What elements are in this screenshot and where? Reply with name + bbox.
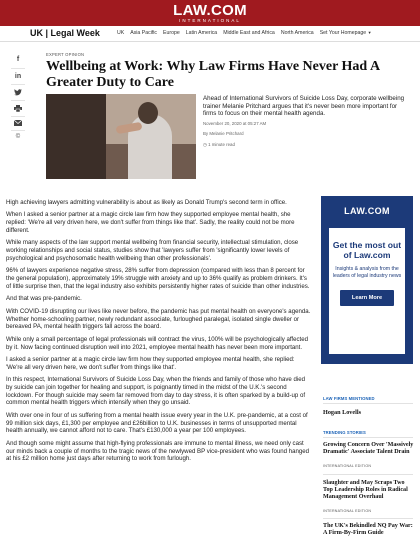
logo-subtitle: INTERNATIONAL [179, 18, 241, 23]
ad-headline: Get the most out of Law.com [332, 240, 402, 260]
publication-brand[interactable]: UK | Legal Week [30, 28, 100, 38]
region-nav [117, 30, 372, 36]
share-divider [11, 116, 25, 117]
body-paragraph: With over one in four of us suffering from a mental health issue every year in the U.K. pre-pandemic, at a cost of 99 million sick days, £1,300 per employee and £26billion to U.K. businesses in terms of unsupported mental health annually, we cannot afford not to care. That's £130,000 a year per 100 employees. [6, 411, 308, 435]
body-paragraph: While many aspects of the law support mental wellbeing from financial security, intellectual stimulation, close working relationships and social status, studies show that 'lawyers suffer from 'significantly lower levels of psychological and psychosomatic health wellbeing than other professionals'. [6, 239, 299, 262]
article-date: November 20, 2020 at 05:27 AM [203, 121, 267, 126]
body-paragraph: With COVID-19 disrupting our lives like never before, the pandemic has put mental health on everyone's agenda. Whether home-schooling partner, newly redundant associate, furloughed paralegal, isolated single dweller or bereaved PA, mental health triggers fall across the board. [6, 307, 311, 331]
nav-item-north-america[interactable]: North America [280, 30, 314, 36]
email-icon[interactable] [11, 120, 25, 128]
hero-shadow [46, 94, 106, 179]
nav-item-latin-america[interactable]: Latin America [185, 30, 218, 36]
main-nav [0, 26, 420, 42]
nav-item-europe[interactable]: Europe [163, 30, 180, 36]
nav-item-middle-east-africa[interactable]: Middle East and Africa [223, 30, 275, 36]
read-time [203, 142, 235, 148]
trending-story-link[interactable]: Growing Concern Over 'Massively Dramatic' Associate Talent Drain [323, 442, 414, 455]
ad-card [329, 228, 405, 354]
linkedin-icon[interactable]: in [14, 73, 22, 80]
article-standfirst: Ahead of International Survivors of Suicide Loss Day, corporate wellbeing trainer Melanie Pritchard argues that it's never been more important for firms to focus on their mental health agenda. [203, 95, 405, 118]
article-headline: Wellbeing at Work: Why Law Firms Have Never Had A Greater Duty to Care [46, 59, 380, 90]
section-divider [323, 403, 413, 404]
learn-more-button[interactable]: Learn More [340, 290, 394, 306]
nav-item-set-homepage[interactable] [320, 30, 372, 36]
body-paragraph: I asked a senior partner at a magic circle law firm how they supported employee mental health, she replied: 'We're all very driven here, we don't suffer from things like that'. [6, 355, 295, 371]
body-paragraph: And though some might assume that high-flying professionals are immune to mental illness, we need only cast our minds back a couple of months to the tragic news of the newlywed BP vice-president who was found hanged at his £2 million home just days after returning to work from furlough. [6, 439, 310, 463]
firms-mentioned-heading: LAW FIRMS MENTIONED [323, 396, 375, 401]
share-divider [11, 68, 25, 69]
body-paragraph: High achieving lawyers admitting vulnerability is about as likely as Donald Trump's second term in office. [6, 199, 287, 206]
trending-heading: TRENDING STORIES [323, 430, 366, 435]
section-divider [323, 518, 413, 519]
section-divider [323, 474, 413, 475]
share-divider [11, 84, 25, 85]
logo-text: LAW.COM [173, 2, 247, 19]
nav-item-uk[interactable]: UK [117, 30, 125, 36]
set-homepage-label: Set Your Homepage [319, 30, 367, 36]
body-paragraph: In this respect, International Survivors of Suicide Loss Day, when the friends and family of those who have died by suicide can join together for healing and support, is poignantly timed in the midst of the U.K.'s second lockdown. For though suicide may seem far removed from day to day stress, it is often sparked by a build-up of common mental health triggers which intensify when they go unsaid. [6, 376, 306, 407]
copyright-icon[interactable]: © [15, 134, 21, 140]
clock-icon: ◷ [203, 142, 207, 147]
lawcom-ad[interactable] [321, 196, 413, 364]
trending-story-link[interactable]: The UK's Bekindled NQ Pay War: A Firm-By-Firm Guide [323, 523, 413, 536]
chevron-down-icon: ▼ [367, 30, 372, 35]
article-body [6, 199, 311, 468]
ad-subtext: Insights & analysis from the leaders of legal industry news [332, 266, 402, 279]
story-edition-tag: INTERNATIONAL EDITION [323, 509, 372, 513]
body-paragraph: 96% of lawyers experience negative stress, 28% suffer from depression (compared with less than 8 percent for the general population), approximately 19% struggle with anxiety and up to 36% qualify as problem drinkers. It's of little surprise then, that the legal industry also exhibits persistently higher rates of suicide than other industries. [6, 267, 310, 290]
story-edition-tag: INTERNATIONAL EDITION [323, 464, 372, 468]
hero-head [138, 102, 158, 124]
article-kicker[interactable]: EXPERT OPINION [46, 52, 85, 57]
nav-item-asia-pacific[interactable]: Asia Pacific [130, 30, 158, 36]
trending-story-link[interactable]: Slaughter and May Scraps Two Top Leadership Roles in Radical Management Overhaul [323, 480, 408, 500]
firm-link-hogan-lovells[interactable]: Hogan Lovells [323, 409, 361, 416]
site-logo[interactable] [0, 3, 420, 24]
body-paragraph: While only a small percentage of legal professionals will contract the virus, 100% will be psychologically affected by it. Now facing continued disruption well into 2021, employee mental health has never been more important. [6, 335, 309, 351]
site-header [0, 0, 420, 26]
twitter-icon[interactable] [11, 89, 25, 98]
article-hero-image [46, 94, 196, 179]
article-author[interactable]: By Melanie Pritchard [203, 131, 244, 136]
share-divider [11, 130, 25, 131]
section-divider [323, 437, 413, 438]
body-paragraph: And that was pre-pandemic. [6, 295, 82, 303]
ad-logo: LAW.COM [344, 206, 390, 216]
print-icon[interactable] [11, 105, 25, 114]
read-time-label: 1 minute read [208, 142, 235, 147]
body-paragraph: When I asked a senior partner at a magic circle law firm how they supported employee mental health, she replied: 'We're all very driven here, we don't suffer from things like that'. Sadly, the reality could not be more different. [6, 211, 295, 234]
share-divider [11, 100, 25, 101]
facebook-icon[interactable]: f [16, 56, 20, 63]
